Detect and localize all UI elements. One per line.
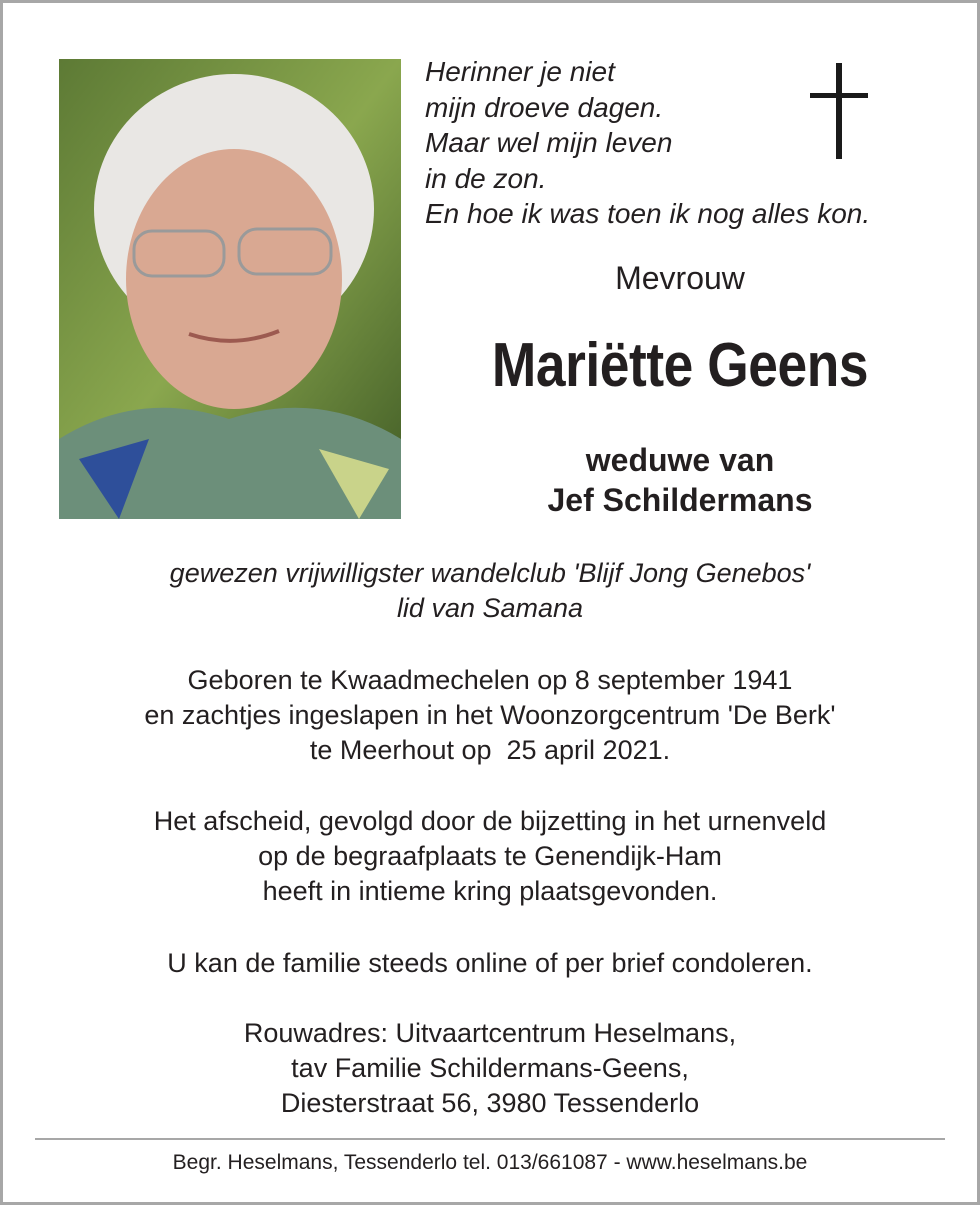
- birth-death-line: en zachtjes ingeslapen in het Woonzorgcentrum 'De Berk': [144, 700, 836, 730]
- spouse-info: [470, 440, 890, 520]
- poem-line: En hoe ik was toen ik nog alles kon.: [425, 198, 871, 229]
- salutation: Mevrouw: [615, 260, 745, 296]
- role-line: lid van Samana: [396, 593, 584, 623]
- footer-contact: Begr. Heselmans, Tessenderlo tel. 013/661087 - www.heselmans.be: [172, 1151, 808, 1174]
- poem-line: Maar wel mijn leven: [425, 127, 673, 158]
- condolence: U kan de familie steeds online of per brief condoleren.: [167, 948, 813, 978]
- deceased-name: Mariëtte Geens: [491, 331, 869, 400]
- divider: [35, 1138, 945, 1140]
- address-line: Diesterstraat 56, 3980 Tessenderlo: [280, 1088, 700, 1118]
- farewell-line: heeft in intieme kring plaatsgevonden.: [262, 876, 718, 906]
- farewell: [0, 804, 980, 909]
- role-line: gewezen vrijwilligster wandelclub 'Blijf Jong Genebos': [169, 558, 811, 588]
- cross-icon: [810, 63, 870, 159]
- address-line: Rouwadres: Uitvaartcentrum Heselmans,: [243, 1018, 737, 1048]
- farewell-line: Het afscheid, gevolgd door de bijzetting in het urnenveld: [153, 806, 827, 836]
- poem-line: in de zon.: [425, 162, 547, 194]
- spouse-name: Jef Schildermans: [547, 482, 813, 518]
- poem: [425, 54, 870, 232]
- birth-death-line: Geboren te Kwaadmechelen op 8 september 1941: [187, 665, 793, 695]
- address-line: tav Familie Schildermans-Geens,: [291, 1053, 689, 1083]
- farewell-line: op de begraafplaats te Genendijk-Ham: [258, 841, 722, 871]
- birth-death: [0, 663, 980, 768]
- poem-line: Herinner je niet: [425, 56, 615, 87]
- birth-death-line: te Meerhout op 25 april 2021.: [309, 735, 671, 765]
- poem-line: mijn droeve dagen.: [425, 91, 664, 123]
- portrait-photo: [59, 59, 401, 519]
- spouse-label: weduwe van: [585, 442, 775, 478]
- address: [0, 1016, 980, 1121]
- roles: [0, 556, 980, 626]
